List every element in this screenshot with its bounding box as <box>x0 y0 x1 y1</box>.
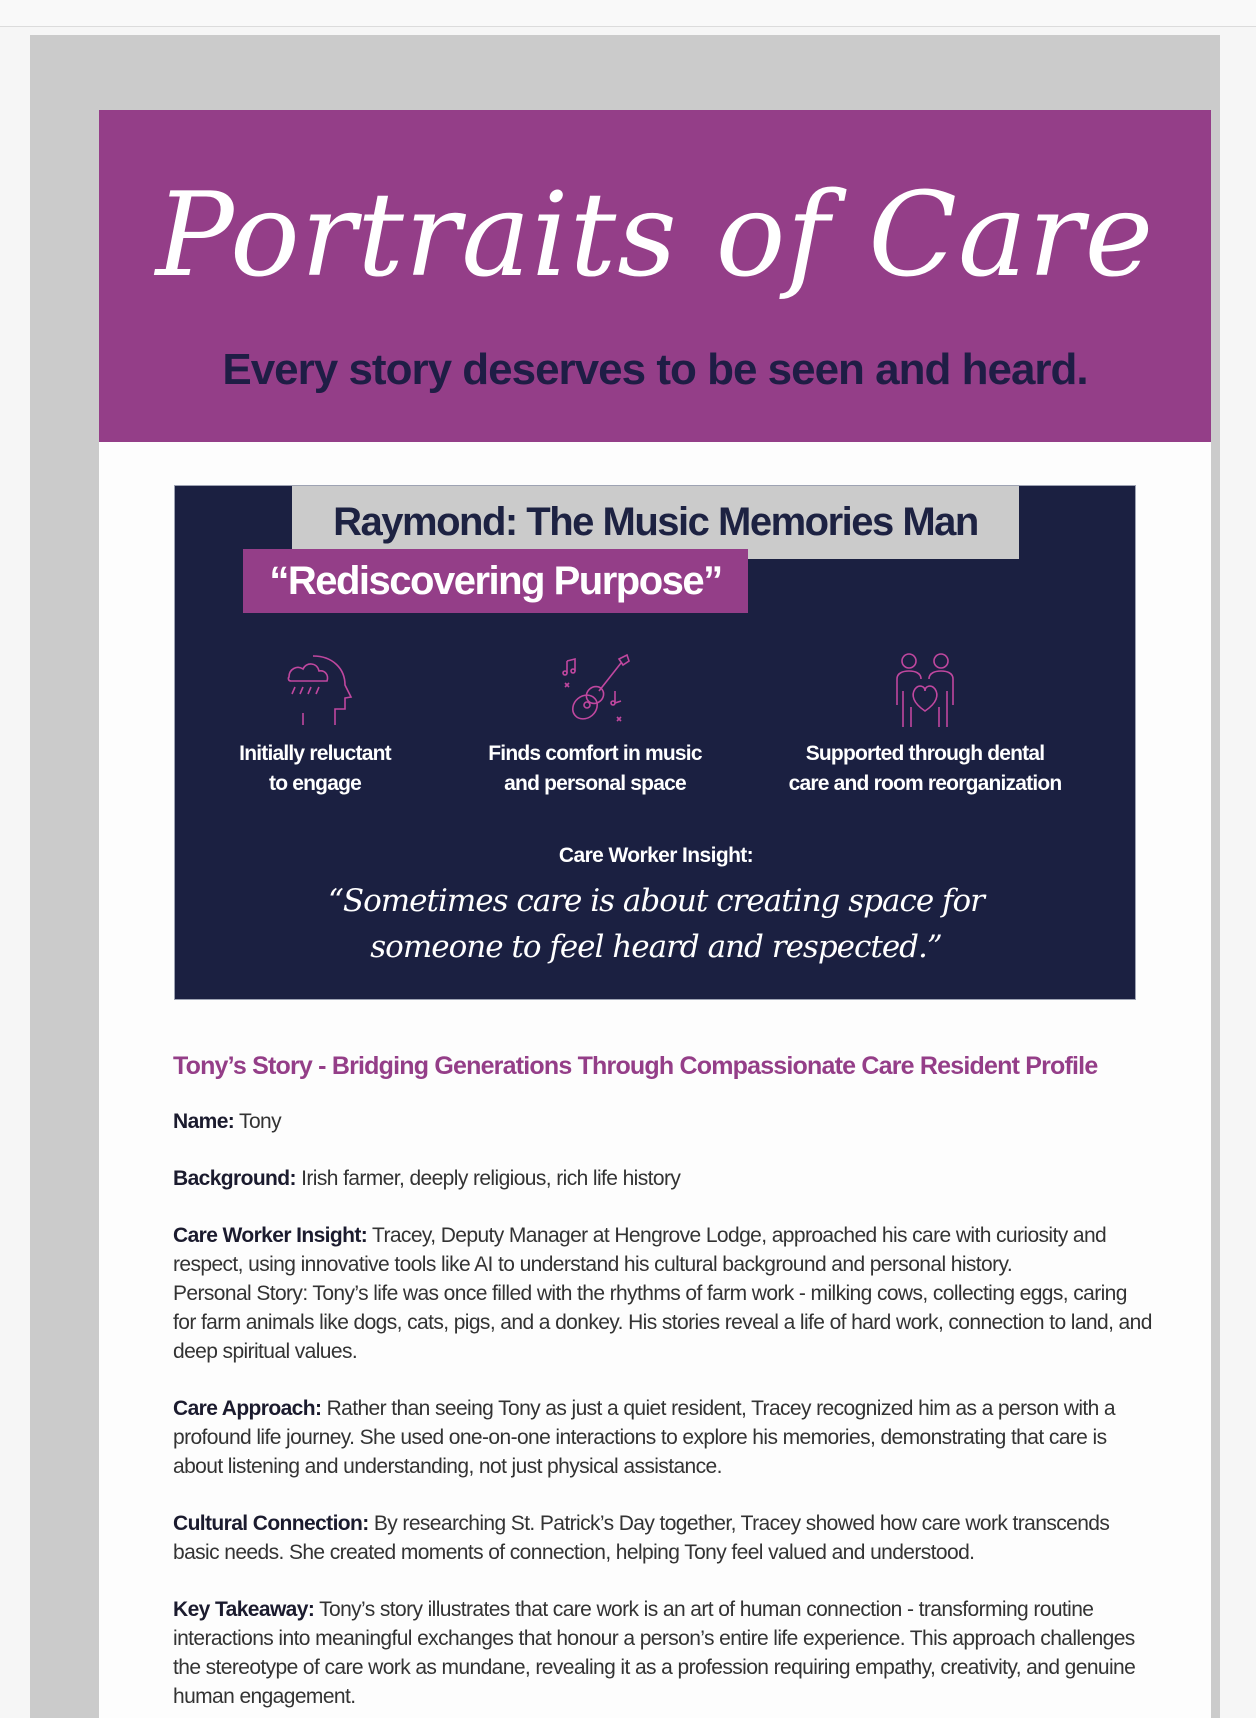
feature-dental-support <box>775 651 1075 799</box>
feature-music <box>475 651 715 799</box>
story-title: Tony’s Story - Bridging Generations Through Compassionate Care Resident Profile <box>173 1052 1098 1080</box>
hero-subtitle: Every story deserves to be seen and heard. <box>222 345 1088 394</box>
feature-reluctant <box>205 651 425 799</box>
name-field: Name: Tony <box>173 1110 282 1133</box>
browser-top-bar <box>0 0 1256 27</box>
guitar-music-notes-icon <box>475 651 715 729</box>
document-page <box>99 110 1211 1718</box>
tony-story-section <box>173 1050 1153 1718</box>
feature-label: Finds comfort in music and personal space <box>488 742 702 795</box>
two-people-heart-icon <box>775 651 1075 729</box>
hero-title: Portraits of Care <box>155 168 1155 303</box>
cultural-connection-field: Cultural Connection: By researching St. Patrick’s Day together, Tracey showed how care work transcends basic needs. She created moments of connection, helping Tony feel valued and understood. <box>173 1512 1110 1564</box>
care-approach-field: Care Approach: Rather than seeing Tony as just a quiet resident, Tracey recognized him as a person with a profound life journey. She used one-on-one interactions to explore his memories, demonstrating that care is about listening and understanding, not just physical assistance. <box>173 1397 1116 1478</box>
document-frame <box>30 35 1220 1718</box>
insight-label: Care Worker Insight: <box>558 844 754 867</box>
background-field: Background: Irish farmer, deeply religious, rich life history <box>173 1167 681 1190</box>
key-takeaway-field: Key Takeaway: Tony’s story illustrates that care work is an art of human connection - transforming routine interactions into meaningful exchanges that honour a person’s entire life experience. This approach challenges the stereotype of care work as mundane, revealing it as a profession requiring empathy, creativity, and genuine human engagement. <box>173 1598 1136 1708</box>
profile-tagline-banner: “Rediscovering Purpose” <box>243 549 748 613</box>
hero-banner <box>99 110 1211 442</box>
personal-story-text: Personal Story: Tony’s life was once filled with the rhythms of farm work - milking cows, collecting eggs, caring for farm animals like dogs, cats, pigs, and a donkey. His stories reveal a life of hard work, connection to land, and deep spiritual values. <box>173 1282 1152 1363</box>
head-rain-cloud-icon <box>205 651 425 729</box>
insight-quote: “Sometimes care is about creating space for someone to feel heard and respected.” <box>328 883 984 965</box>
care-worker-insight-field: Care Worker Insight: Tracey, Deputy Manager at Hengrove Lodge, approached his care with curiosity and respect, using innovative tools like AI to understand his cultural background and personal history. Personal Story: Tony’s life was once filled with the rhythms of farm work - milking cows, collecting eggs, caring for farm animals like dogs, cats, pigs, and a donkey. His stories reveal a life of hard work, connection to land, and deep spiritual values. <box>173 1224 1152 1363</box>
raymond-profile-panel <box>174 485 1136 1000</box>
feature-label: Supported through dental care and room reorganization <box>788 742 1062 795</box>
feature-label: Initially reluctant to engage <box>239 742 391 795</box>
profile-name-banner: Raymond: The Music Memories Man <box>292 486 1019 559</box>
